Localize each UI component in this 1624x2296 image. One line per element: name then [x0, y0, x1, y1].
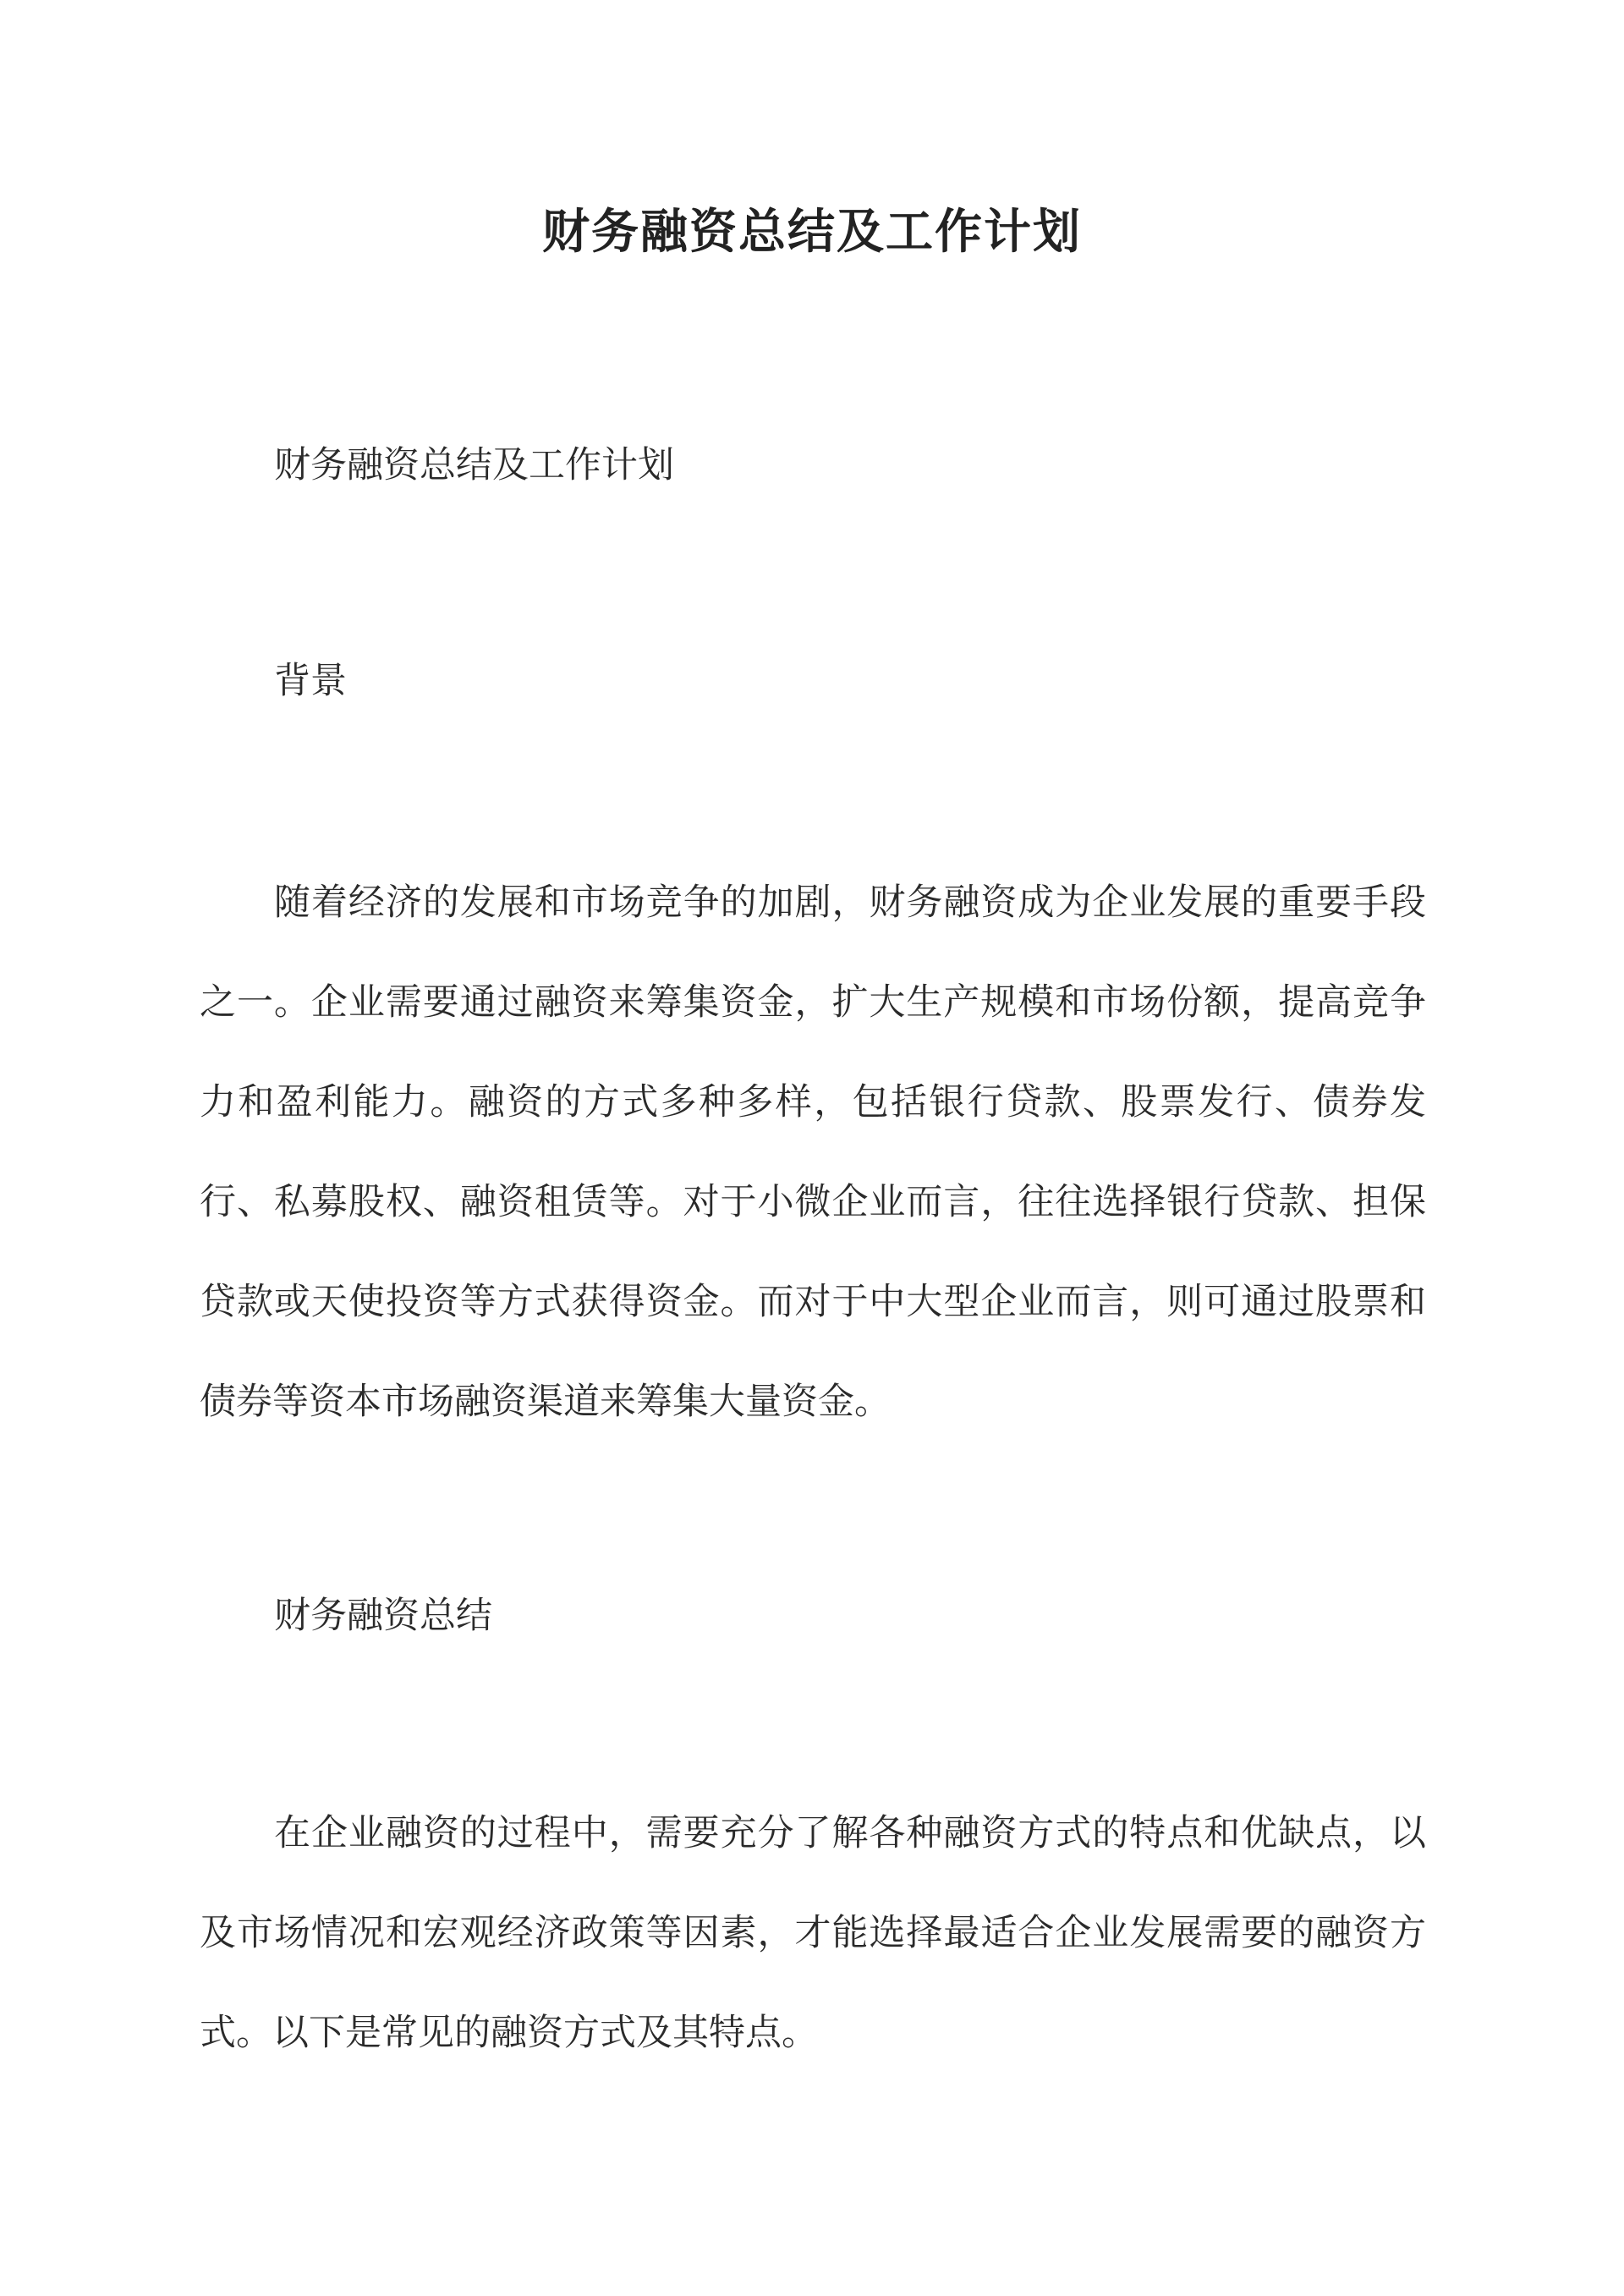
section-heading-financing-summary: 财务融资总结 [274, 1595, 492, 1637]
document-subtitle: 财务融资总结及工作计划 [274, 444, 674, 486]
document-title: 财务融资总结及工作计划 [542, 204, 1082, 260]
section-paragraph-background: 随着经济的发展和市场竞争的加剧，财务融资成为企业发展的重要手段之一。企业需要通过融资来筹集资金，扩大生产规模和市场份额，提高竞争力和盈利能力。融资的方式多种多样，包括银行贷款、股票发行、债券发行、私募股权、融资租赁等。对于小微企业而言，往往选择银行贷款、担保贷款或天使投资等方式获得资金。而对于中大型企业而言，则可通过股票和债券等资本市场融资渠道来筹集大量资金。 [200, 882, 1426, 1423]
section-heading-background: 背景 [274, 660, 347, 702]
section-paragraph-financing-summary: 在企业融资的过程中，需要充分了解各种融资方式的特点和优缺点，以及市场情况和宏观经济政策等因素，才能选择最适合企业发展需要的融资方式。以下是常见的融资方式及其特点。 [200, 1812, 1426, 2054]
